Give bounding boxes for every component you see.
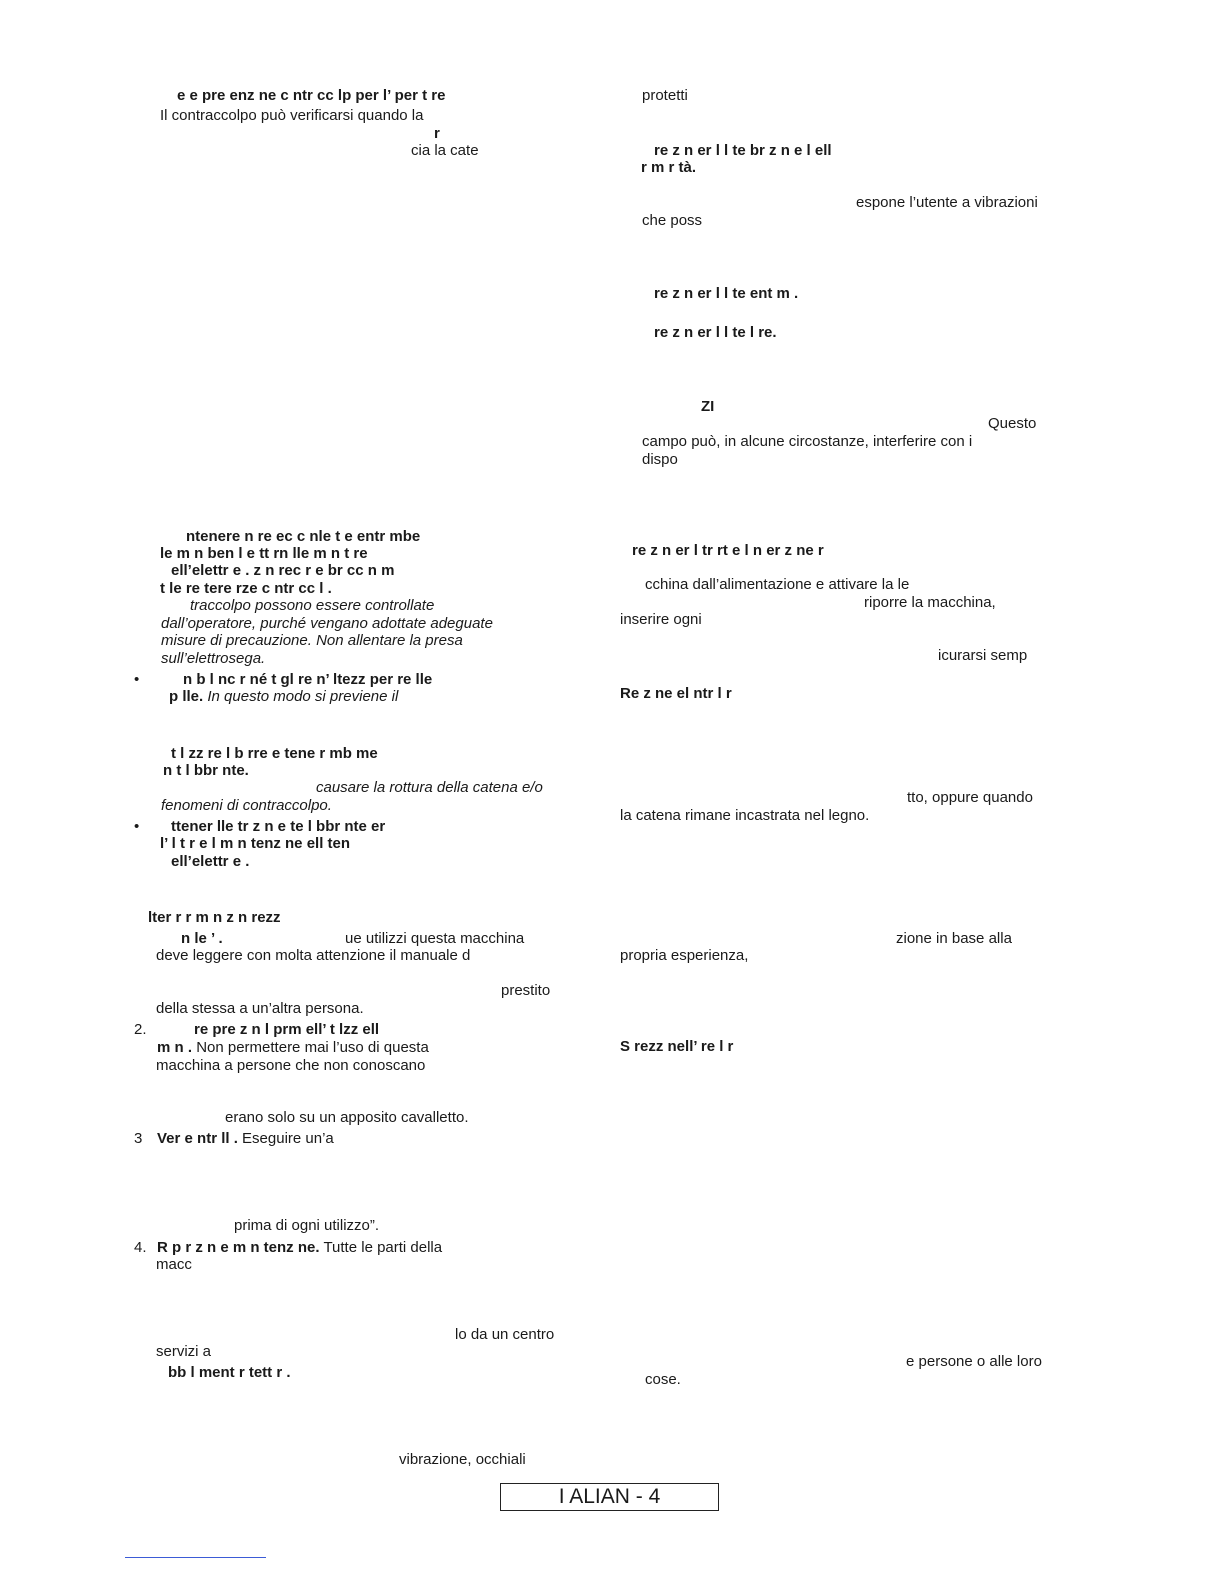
body-text: Il contraccolpo può verificarsi quando la bbox=[160, 107, 424, 124]
body-text: cchina dall’alimentazione e attivare la le bbox=[645, 576, 910, 593]
bullet: • bbox=[134, 671, 140, 688]
list-number: 3 bbox=[134, 1130, 143, 1147]
body-text: che poss bbox=[642, 212, 703, 229]
warning-heading: re pre z n l prm ell’ t lzz ell bbox=[194, 1021, 380, 1038]
warning-heading: t l zz re l b rre e tene r mb me bbox=[171, 745, 378, 762]
warning-heading: re z n er l l te ent m . bbox=[654, 285, 799, 302]
bullet: • bbox=[134, 818, 140, 835]
warning-heading: ttener lle tr z n e te l bbr nte er bbox=[171, 818, 386, 835]
warning-heading: n le ’ . bbox=[181, 930, 223, 947]
body-text: prima di ogni utilizzo”. bbox=[234, 1217, 380, 1234]
body-text: Questo bbox=[988, 415, 1037, 432]
body-text: campo può, in alcune circostanze, interferire con i bbox=[642, 433, 973, 450]
warning-heading: ell’elettr e . bbox=[171, 853, 250, 870]
warning-heading: le m n ben l e tt rn lle m n t re bbox=[160, 545, 368, 562]
body-text-italic: traccolpo possono essere controllate bbox=[190, 597, 435, 614]
body-text: servizi a bbox=[156, 1343, 212, 1360]
body-text bbox=[157, 1239, 442, 1257]
warning-heading: n t l bbr nte. bbox=[163, 762, 249, 779]
body-text: icurarsi semp bbox=[938, 647, 1028, 664]
body-text: zione in base alla bbox=[896, 930, 1012, 947]
body-text: macc bbox=[156, 1256, 192, 1273]
body-text: r bbox=[434, 125, 440, 142]
warning-heading: ell’elettr e . z n rec r e br cc n m bbox=[171, 562, 395, 579]
body-text: Eseguire un’a bbox=[242, 1130, 334, 1147]
list-number: 2. bbox=[134, 1021, 147, 1038]
warning-heading: ntenere n re ec c nle t e entr mbe bbox=[186, 528, 421, 545]
warning-heading: n b l nc r né t gl re n’ ltezz per re lle bbox=[183, 671, 433, 688]
section-heading: S rezz nell’ re l r bbox=[620, 1038, 734, 1055]
section-heading: Re z ne el ntr l r bbox=[620, 685, 732, 702]
body-text: dispo bbox=[642, 451, 678, 468]
section-heading: ZI bbox=[701, 398, 715, 415]
body-text: e persone o alle loro bbox=[906, 1353, 1042, 1370]
warning-heading: r m r tà. bbox=[641, 159, 697, 176]
body-text: la catena rimane incastrata nel legno. bbox=[620, 807, 870, 824]
warning-heading: re z n er l l te br z n e l ell bbox=[654, 142, 832, 159]
body-text-italic: fenomeni di contraccolpo. bbox=[161, 797, 332, 814]
list-number: 4. bbox=[134, 1239, 147, 1256]
body-text: macchina a persone che non conoscano bbox=[156, 1057, 426, 1074]
body-text bbox=[157, 1039, 429, 1057]
body-text-italic: causare la rottura della catena e/o bbox=[316, 779, 543, 796]
body-text: erano solo su un apposito cavalletto. bbox=[225, 1109, 469, 1126]
body-text-italic: misure di precauzione. Non allentare la presa bbox=[161, 632, 463, 649]
page-number: I ALIAN - 4 bbox=[558, 1485, 661, 1508]
body-text-italic: sull’elettrosega. bbox=[161, 650, 266, 667]
body-text: prestito bbox=[501, 982, 551, 999]
body-text bbox=[157, 1130, 334, 1148]
body-text: ue utilizzi questa macchina bbox=[345, 930, 525, 947]
body-text: riporre la macchina, bbox=[864, 594, 996, 611]
body-text: espone l’utente a vibrazioni bbox=[856, 194, 1038, 211]
body-text: lo da un centro bbox=[455, 1326, 555, 1343]
body-text: propria esperienza, bbox=[620, 947, 749, 964]
section-heading: e e pre enz ne c ntr cc lp per l’ per t re bbox=[177, 87, 446, 104]
page-number-box bbox=[500, 1483, 719, 1511]
body-text: protetti bbox=[642, 87, 688, 104]
warning-heading: Ver e ntr ll . bbox=[157, 1130, 238, 1147]
warning-heading: re z n er l tr rt e l n er z ne r bbox=[632, 542, 824, 559]
body-text-italic: dall’operatore, purché vengano adottate adeguate bbox=[161, 615, 493, 632]
warning-heading: m n . bbox=[157, 1039, 193, 1056]
body-text: cia la cate bbox=[411, 142, 479, 159]
body-text: cose. bbox=[645, 1371, 681, 1388]
warning-heading: l’ l t r e l m n tenz ne ell ten bbox=[160, 835, 351, 852]
body-text: deve leggere con molta attenzione il manuale d bbox=[156, 947, 471, 964]
body-text: tto, oppure quando bbox=[907, 789, 1033, 806]
body-text: della stessa a un’altra persona. bbox=[156, 1000, 364, 1017]
footer-rule bbox=[125, 1557, 266, 1558]
body-text bbox=[169, 688, 398, 706]
warning-heading: t le re tere rze c ntr cc l . bbox=[160, 580, 332, 597]
section-heading: lter r r m n z n rezz bbox=[148, 909, 281, 926]
body-text bbox=[181, 930, 525, 948]
body-text-italic: In questo modo si previene il bbox=[207, 688, 399, 705]
warning-heading: p lle. bbox=[169, 688, 204, 705]
body-text: Tutte le parti della bbox=[323, 1239, 443, 1256]
body-text: vibrazione, occhiali bbox=[399, 1451, 526, 1468]
warning-heading: R p r z n e m n tenz ne. bbox=[157, 1239, 320, 1256]
warning-heading: re z n er l l te l re. bbox=[654, 324, 777, 341]
body-text: Non permettere mai l’uso di questa bbox=[196, 1039, 429, 1056]
warning-heading: bb l ment r tett r . bbox=[168, 1364, 291, 1381]
body-text: inserire ogni bbox=[620, 611, 702, 628]
